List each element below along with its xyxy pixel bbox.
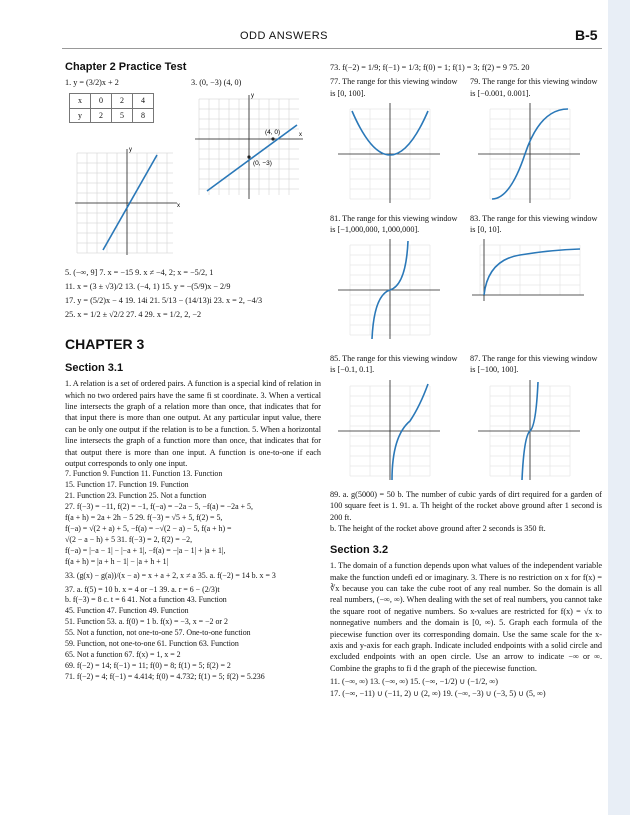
answer-89-91: 89. a. g(5000) = 50 b. The number of cubic yards of dirt required for a garden of 100 square feet is 1. 91. a. Th height of the rocket above ground after 1 second is 200 ft. bbox=[330, 490, 602, 522]
answer-line: 45. Function 47. Function 49. Function bbox=[65, 606, 189, 616]
answer-11-15: 11. (−∞, ∞) 13. (−∞, ∞) 15. (−∞, −1/2) ∪ (−1/2, ∞) bbox=[330, 677, 498, 687]
table-cell: x bbox=[70, 94, 91, 108]
graph-85 bbox=[330, 376, 450, 484]
answer-91b: b. The height of the rocket above ground after 2 seconds is 350 ft. bbox=[330, 524, 546, 534]
point-label: (4, 0) bbox=[265, 129, 281, 137]
answer-73-75: 73. f(−2) = 1/9; f(−1) = 1/3; f(0) = 1; f(1) = 3; f(2) = 9 75. 20 bbox=[330, 63, 530, 72]
answer-line: 33. (g(x) − g(a))/(x − a) = x + a + 2, x ≠ a 35. a. f(−2) = 14 b. x = 3 bbox=[65, 570, 276, 580]
table-cell: 2 bbox=[91, 108, 112, 122]
svg-text:x: x bbox=[299, 132, 302, 139]
answer-line: 55. Not a function, not one-to-one 57. One-to-one function bbox=[65, 628, 251, 638]
svg-text:y: y bbox=[129, 147, 132, 154]
answer-line: f(−a) = √(2 + a) + 5, −f(a) = −√(2 − a) − 5, f(a + h) = bbox=[65, 524, 232, 533]
graph-83 bbox=[470, 235, 590, 315]
caption-79: 79. The range for this viewing window is [−0.001, 0.001]. bbox=[470, 77, 598, 98]
answer-line: 37. a. f(5) = 10 b. x = 4 or −1 39. a. r = 6 − (2/3)t bbox=[65, 584, 220, 594]
graph-77 bbox=[330, 99, 450, 207]
section-3-2-paragraph: 1. The domain of a function depends upon what values of the independent variable make the function undefi ed or imaginary. 3. There is no restriction on x for f(x) = ∛x because you can take the cube root of any real number. So the domain is all real numbers, (−∞, ∞). When dealing with the set of real numbers, you cannot take the square root of negative numbers. So x-values are restricted for f(x) = √x to nonnegative numbers and the domain is [0, ∞). 5. Graph each formula of the piecewise function over its corresponding domain. Use the same scale for the x-axis and y-axis for each graph. Indicate included endpoints with a solid circle and excluded endpoints with an open circle. Use an arrow to indicate −∞ or ∞. Combine the graphs to fi d the graph of the piecewise function. bbox=[330, 561, 602, 673]
chapter2-title: Chapter 2 Practice Test bbox=[65, 61, 187, 73]
answer-line: 7. Function 9. Function 11. Function 13. Function bbox=[65, 469, 223, 479]
answer-line: 25. x = 1/2 ± √2/2 27. 4 29. x = 1/2, 2, −2 bbox=[65, 310, 202, 320]
section-3-2-title: Section 3.2 bbox=[330, 543, 389, 556]
graph-81 bbox=[330, 235, 450, 347]
caption-77: 77. The range for this viewing window is [0, 100]. bbox=[330, 77, 458, 98]
graph-answer-3 bbox=[193, 89, 305, 201]
answer-line: 17. y = (5/2)x − 4 19. 14i 21. 5/13 − (14/13)i 23. x = 2, −4/3 bbox=[65, 296, 263, 306]
answer-line: 59. Function, not one-to-one 61. Function 63. Function bbox=[65, 639, 239, 649]
table-cell: 8 bbox=[133, 108, 154, 122]
answer-line: b. f(−3) = 8 c. t = 6 41. Not a function 43. Function bbox=[65, 595, 227, 605]
caption-83: 83. The range for this viewing window is [0, 10]. bbox=[470, 213, 598, 235]
answer-line: f(−a) = |−a − 1| − |−a + 1|, −f(a) = −|a − 1| + |a + 1|, bbox=[65, 545, 226, 555]
page-number: B-5 bbox=[575, 27, 598, 43]
chapter3-title: CHAPTER 3 bbox=[65, 336, 145, 353]
answer-line: 71. f(−2) = 4; f(−1) = 4.414; f(0) = 4.732; f(1) = 5; f(2) = 5.236 bbox=[65, 671, 265, 681]
answer-1: 1. y = (3/2)x + 2 bbox=[65, 78, 119, 88]
table-cell: y bbox=[70, 108, 91, 122]
answer-line: 11. x = (3 ± √3)/2 13. (−4, 1) 15. y = −(5/9)x − 2/9 bbox=[65, 282, 231, 292]
table-cell: 2 bbox=[112, 94, 133, 108]
svg-text:y: y bbox=[251, 93, 254, 100]
answer-line: 15. Function 17. Function 19. Function bbox=[65, 480, 189, 490]
answer-3: 3. (0, −3) (4, 0) bbox=[191, 78, 242, 88]
right-margin-band bbox=[608, 0, 630, 815]
header-title: ODD ANSWERS bbox=[240, 30, 329, 42]
caption-81: 81. The range for this viewing window is [−1,000,000, 1,000,000]. bbox=[330, 213, 458, 235]
graph-79 bbox=[470, 99, 590, 207]
answer-17-19: 17. (−∞, −11) ∪ (−11, 2) ∪ (2, ∞) 19. (−∞, −3) ∪ (−3, 5) ∪ (5, ∞) bbox=[330, 688, 546, 698]
table-cell: 0 bbox=[91, 94, 112, 108]
answer-line: 69. f(−2) = 14; f(−1) = 11; f(0) = 8; f(1) = 5; f(2) = 2 bbox=[65, 660, 231, 670]
answer-line: √(2 − a − h) + 5 31. f(−3) = 2, f(2) = −2, bbox=[65, 534, 193, 544]
value-table bbox=[69, 93, 154, 123]
graph-87 bbox=[470, 376, 590, 484]
point-label: (0, −3) bbox=[253, 160, 272, 168]
answer-line: f(a + h) = 2a + 2h − 5 29. f(−3) = √5 + 5, f(2) = 5, bbox=[65, 513, 223, 523]
header-rule bbox=[62, 48, 602, 49]
answer-line: 51. Function 53. a. f(0) = 1 b. f(x) = −3, x = −2 or 2 bbox=[65, 617, 228, 627]
practice-test-graphs bbox=[65, 77, 321, 267]
right-column bbox=[330, 62, 602, 699]
graph-answer-1 bbox=[73, 145, 181, 257]
ch2-answers bbox=[65, 267, 321, 323]
answer-line: 27. f(−3) = −11, f(2) = −1, f(−a) = −2a − 5, −f(a) = −2a + 5, bbox=[65, 502, 253, 512]
table-cell: 5 bbox=[112, 108, 133, 122]
answer-line: 65. Not a function 67. f(x) = 1, x = 2 bbox=[65, 649, 181, 659]
answer-line: 5. (−∞, 9] 7. x = −15 9. x ≠ −4, 2; x = −5/2, 1 bbox=[65, 268, 214, 278]
answer-line: 21. Function 23. Function 25. Not a function bbox=[65, 491, 207, 501]
answer-line: f(a + h) = |a + h − 1| − |a + h + 1| bbox=[65, 556, 169, 566]
section-3-1-title: Section 3.1 bbox=[65, 361, 124, 374]
caption-85: 85. The range for this viewing window is [−0.1, 0.1]. bbox=[330, 353, 458, 375]
section-3-1-paragraph: 1. A relation is a set of ordered pairs. A function is a special kind of relation in which no two ordered pairs have the same fi st coordinate. 3. When a vertical line intersects the graph of a relation more than once, that indicates that for that input there is more than one output. At any particular input value, there can be only one output if the relation is to be a function. 5. When a horizontal line intersects the graph of a function more than once, that indicates that for that output there is more than one input. A function is one-to-one if each output corresponds to only one input. bbox=[65, 379, 321, 469]
section-3-1-answers bbox=[65, 469, 321, 682]
left-column bbox=[65, 62, 321, 683]
table-cell: 4 bbox=[133, 94, 154, 108]
caption-87: 87. The range for this viewing window is [−100, 100]. bbox=[470, 353, 598, 375]
svg-text:x: x bbox=[177, 203, 180, 210]
